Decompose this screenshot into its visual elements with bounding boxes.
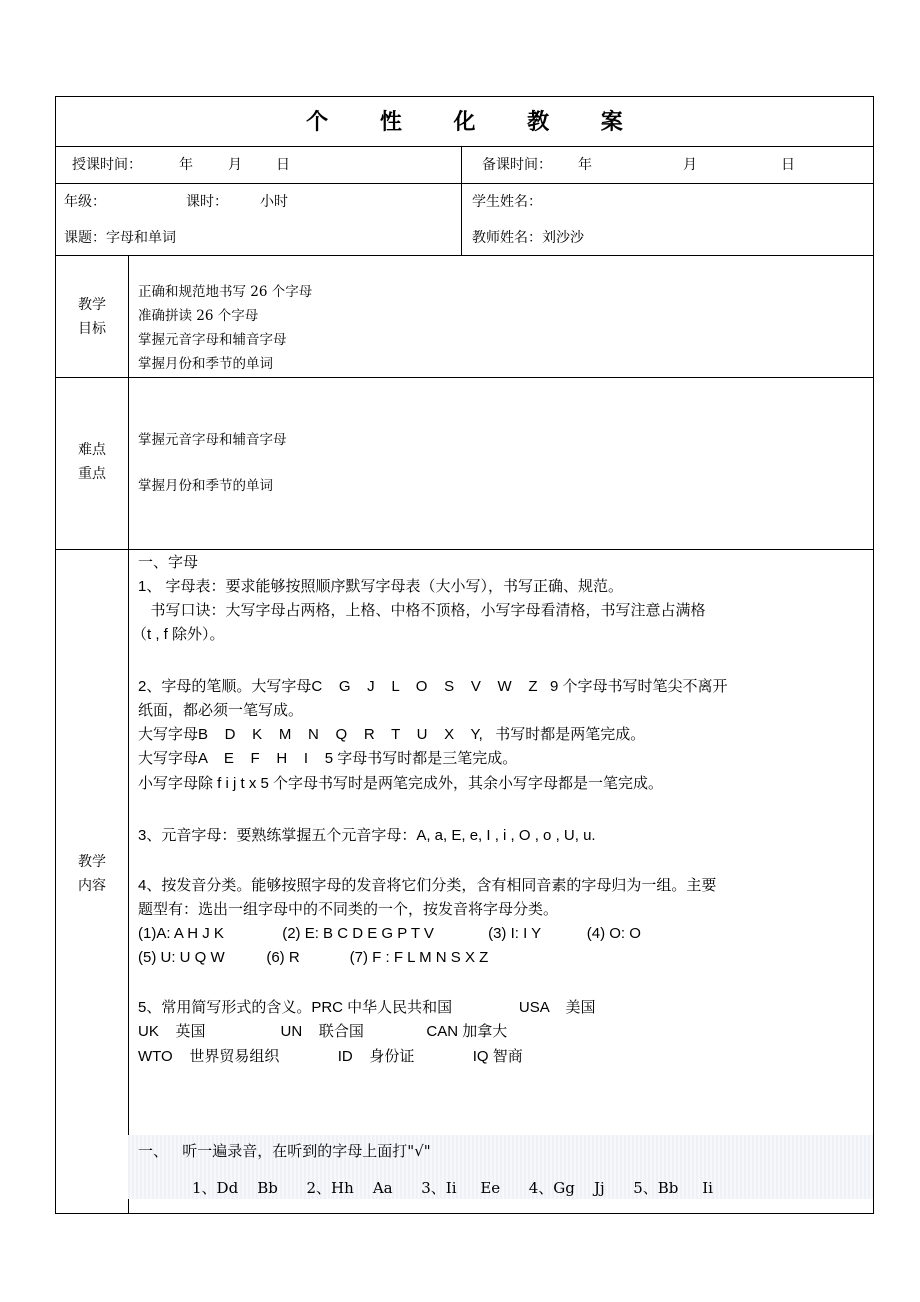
teacher-name: 教师姓名：刘沙沙 — [472, 230, 584, 246]
key-points-row — [56, 378, 873, 550]
prep-day: 日 — [781, 157, 795, 173]
lesson-year: 年 — [179, 157, 193, 173]
hours-label: 课时： — [186, 194, 228, 210]
label-column-divider — [128, 256, 129, 1214]
content-line: (1)A: A H J K (2) E: B C D E G P T V (3) I: I Y (4) O: O — [138, 925, 641, 942]
content-label: 教学 内容 — [78, 854, 106, 894]
exercise-instruction: 一、 听一遍录音，在听到的字母上面打"√" — [138, 1142, 431, 1160]
key-point-item: 掌握元音字母和辅音字母 — [138, 432, 287, 448]
content-line: WTO 世界贸易组织 ID 身份证 IQ 智商 — [138, 1048, 523, 1065]
goal-item: 掌握元音字母和辅音字母 — [138, 332, 287, 348]
content-line: 大写字母B D K M N Q R T U X Y, 书写时都是两笔完成。 — [138, 726, 646, 743]
prep-month: 月 — [683, 157, 697, 173]
page-title: 个 性 化 教 案 — [56, 97, 873, 147]
content-line: 大写字母A E F H I 5 字母书写时都是三笔完成。 — [138, 750, 518, 767]
hours-unit: 小时 — [260, 194, 288, 210]
content-line: （t , f 除外）。 — [132, 626, 225, 643]
content-line: 2、字母的笔顺。大写字母C G J L O S V W Z 9 个字母书写时笔尖不离开 — [138, 678, 728, 695]
content-line: 题型有：选出一组字母中的不同类的一个，按发音将字母分类。 — [138, 901, 559, 918]
grade-label: 年级： — [64, 194, 106, 210]
lesson-plan-table — [55, 96, 874, 1214]
goals-list — [138, 280, 312, 376]
content-line: 一、字母 — [138, 554, 199, 571]
content-line: 4、按发音分类。能够按照字母的发音将它们分类，含有相同音素的字母归为一组。主要 — [138, 877, 717, 894]
content-line: UK 英国 UN 联合国 CAN 加拿大 — [138, 1023, 508, 1040]
lesson-time-label: 授课时间： — [72, 157, 142, 173]
time-row — [56, 147, 873, 184]
key-point-item: 掌握月份和季节的单词 — [138, 478, 273, 494]
content-line: 书写口诀：大写字母占两格，上格、中格不顶格，小写字母看清格，书写注意占满格 — [138, 602, 706, 619]
student-name-label: 学生姓名： — [472, 194, 542, 210]
goals-label: 教学 目标 — [78, 297, 106, 337]
prep-year: 年 — [578, 157, 592, 173]
lesson-day: 日 — [276, 157, 290, 173]
goals-row — [56, 256, 873, 378]
goal-item: 掌握月份和季节的单词 — [138, 356, 273, 372]
info-row — [56, 184, 873, 256]
exercise-items: 1、Dd Bb 2、Hh Aa 3、Ii Ee 4、Gg Jj 5、Bb Ii — [192, 1179, 713, 1197]
content-line: 1、 字母表：要求能够按照顺序默写字母表（大小写），书写正确、规范。 — [138, 578, 624, 595]
prep-time-label: 备课时间： — [482, 157, 552, 173]
lesson-month: 月 — [228, 157, 242, 173]
goal-item: 准确拼读 26 个字母 — [138, 308, 259, 324]
content-line: 纸面，都必须一笔写成。 — [138, 702, 304, 719]
content-line: 小写字母除 f i j t x 5 个字母书写时是两笔完成外，其余小写字母都是一笔完成。 — [138, 775, 664, 792]
content-line: 3、元音字母：要熟练掌握五个元音字母：A, a, E, e, I , i , O , o , U, u. — [138, 827, 596, 844]
content-line: (5) U: U Q W (6) R (7) F : F L M N S X Z — [138, 949, 489, 966]
column-divider — [461, 147, 462, 256]
content-line: 5、常用简写形式的含义。PRC 中华人民共和国 USA 美国 — [138, 999, 596, 1016]
key-points-label: 难点 重点 — [78, 442, 106, 482]
goal-item: 正确和规范地书写 26 个字母 — [138, 284, 313, 300]
topic: 课题：字母和单词 — [64, 230, 176, 246]
